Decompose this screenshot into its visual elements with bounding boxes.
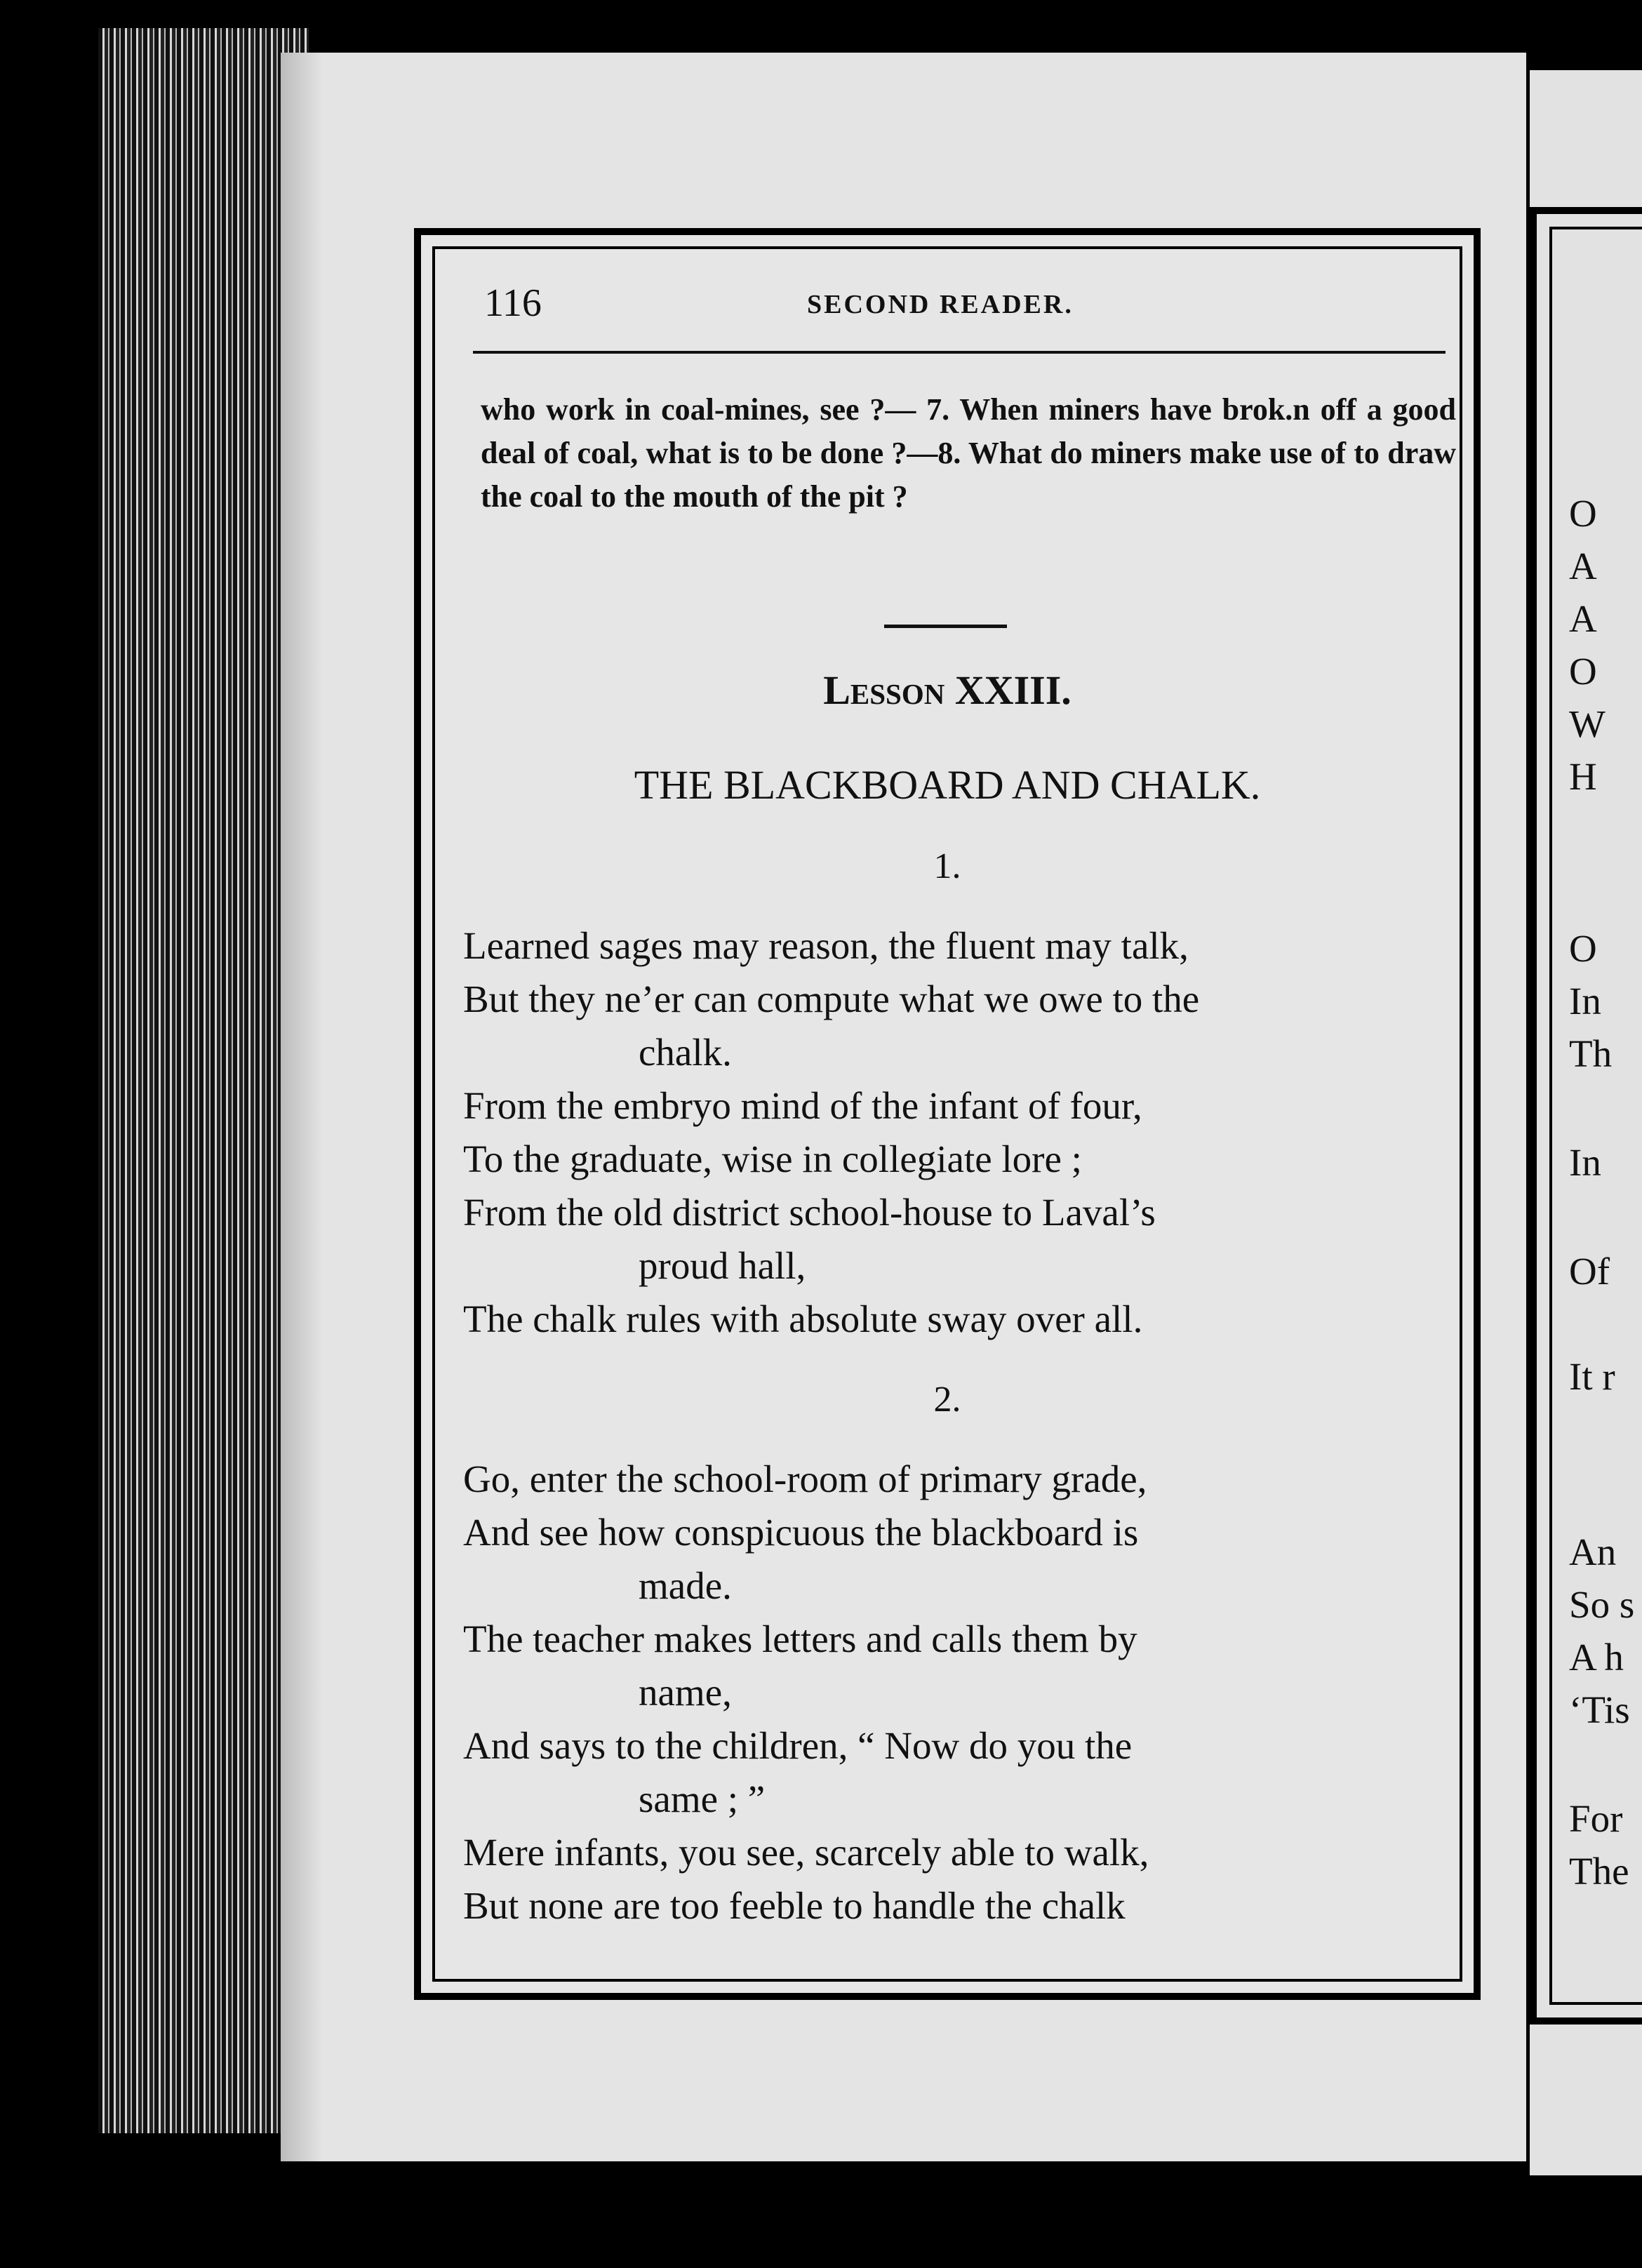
poem-line-turnover: proud hall, xyxy=(639,1244,806,1287)
stanza-number: 2. xyxy=(933,1380,961,1420)
facing-fragment: A xyxy=(1569,597,1597,640)
poem-line: And says to the children, “ Now do you the xyxy=(463,1724,1133,1767)
poem-line: Learned sages may reason, the fluent may talk, xyxy=(463,924,1189,967)
facing-fragment: O xyxy=(1569,650,1597,693)
poem-line: The chalk rules with absolute sway over all. xyxy=(463,1298,1143,1340)
page-number: 116 xyxy=(484,281,542,325)
header-rule xyxy=(473,351,1446,354)
section-separator xyxy=(884,625,1007,628)
facing-fragment: The xyxy=(1569,1850,1629,1893)
running-head: SECOND READER. xyxy=(807,290,1074,319)
facing-fragment: Th xyxy=(1569,1032,1613,1075)
poem-line: Go, enter the school-room of primary grade, xyxy=(463,1457,1147,1500)
poem-line: But they ne’er can compute what we owe to the xyxy=(463,978,1200,1020)
facing-fragment: In xyxy=(1569,980,1601,1022)
poem-line: And see how conspicuous the blackboard is xyxy=(463,1511,1139,1554)
poem-line-turnover: chalk. xyxy=(639,1031,732,1074)
facing-fragment: It r xyxy=(1569,1355,1615,1398)
facing-fragment: H xyxy=(1569,755,1597,798)
review-questions: who work in coal-mines, see ?— 7. When miners have brok.n off a good deal of coal, what is to be done ?—8. What do miners make use of to draw the coal to the mouth of the pit ? xyxy=(481,392,1456,514)
facing-fragment: O xyxy=(1569,492,1597,535)
stanza-number: 1. xyxy=(933,846,961,886)
facing-fragment: An xyxy=(1569,1530,1617,1573)
poem-line: The teacher makes letters and calls them by xyxy=(463,1617,1137,1660)
poem-line: But none are too feeble to handle the chalk xyxy=(463,1884,1126,1927)
facing-fragment: Of xyxy=(1569,1250,1610,1293)
poem-line: From the old district school-house to Laval’s xyxy=(463,1191,1156,1234)
facing-fragment: W xyxy=(1569,702,1606,745)
facing-fragment: O xyxy=(1569,927,1597,970)
lesson-heading: Lesson XXIII. xyxy=(823,667,1072,713)
stanza-1 xyxy=(463,919,1439,1346)
poem-line: To the graduate, wise in collegiate lore ; xyxy=(463,1138,1082,1180)
facing-fragment: A xyxy=(1569,545,1597,587)
facing-fragment: In xyxy=(1569,1141,1601,1184)
poem-line-turnover: same ; ” xyxy=(639,1777,766,1820)
poem-line-turnover: name, xyxy=(639,1671,732,1714)
page-border xyxy=(414,228,1481,2000)
poem-line: From the embryo mind of the infant of four, xyxy=(463,1084,1142,1127)
page-edges xyxy=(98,28,309,2133)
facing-fragment: So s xyxy=(1569,1583,1635,1626)
poem-line: Mere infants, you see, scarcely able to walk, xyxy=(463,1831,1149,1874)
facing-fragment: For xyxy=(1569,1797,1623,1840)
page-header xyxy=(484,281,1446,337)
stanza-2 xyxy=(463,1453,1439,1933)
lesson-title: THE BLACKBOARD AND CHALK. xyxy=(634,762,1261,808)
facing-fragment: A h xyxy=(1569,1636,1624,1679)
poem-line-turnover: made. xyxy=(639,1564,732,1607)
facing-page-border xyxy=(1530,207,1642,2024)
facing-fragment: ‘Tis xyxy=(1569,1688,1630,1731)
